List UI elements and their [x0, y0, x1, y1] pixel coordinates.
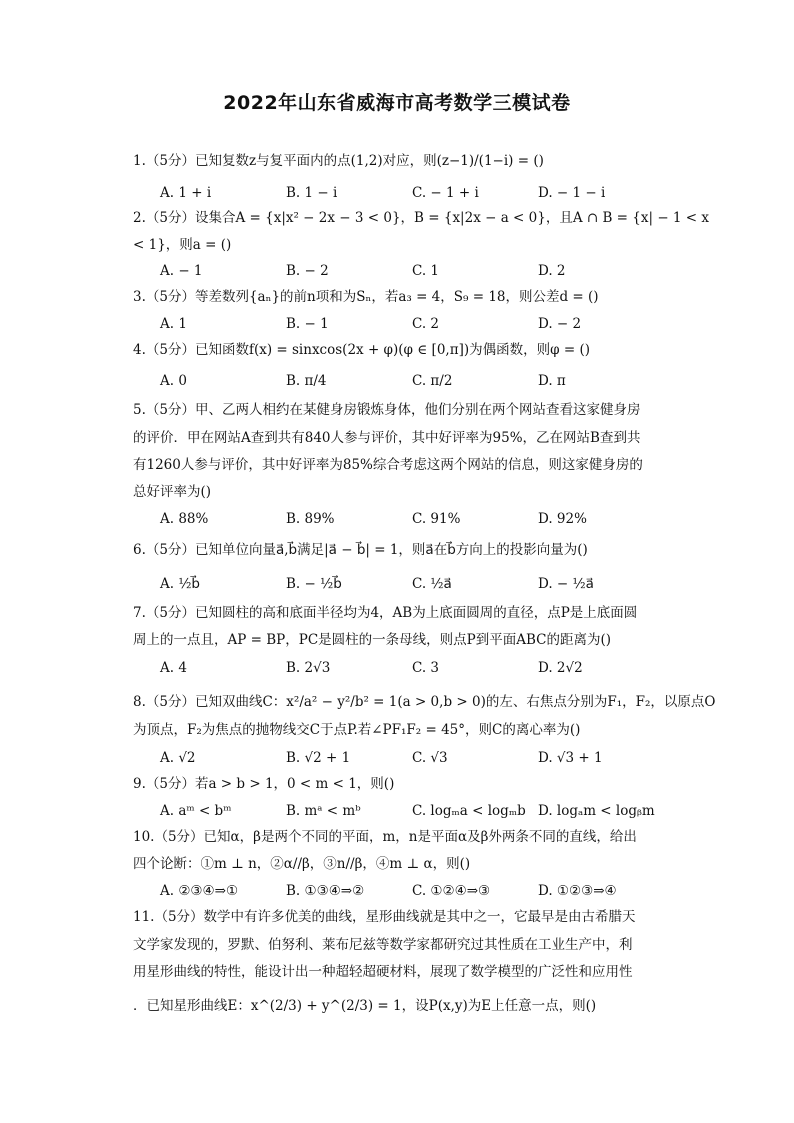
question-6-option-d: D. − ½a⃗: [538, 576, 594, 592]
question-8-option-d: D. √3 + 1: [538, 750, 603, 766]
question-1-option-a: A. 1 + i: [160, 185, 212, 201]
question-8-option-a: A. √2: [160, 750, 196, 766]
question-10-line-1: 10.（5分）已知α，β是两个不同的平面，m，n是平面α及β外两条不同的直线，给出: [133, 829, 637, 845]
question-7-option-c: C. 3: [412, 660, 440, 676]
question-6-option-c: C. ½a⃗: [412, 576, 452, 592]
page-title: 2022年山东省威海市高考数学三模试卷: [223, 92, 571, 114]
question-5-line-1: 5.（5分）甲、乙两人相约在某健身房锻炼身体，他们分别在两个网站查看这家健身房: [133, 402, 641, 418]
question-11-line-1: 11.（5分）数学中有许多优美的曲线，星形曲线就是其中之一，它最早是由古希腊天: [133, 909, 636, 925]
question-8-line-1: 8.（5分）已知双曲线C：x²/a² − y²/b² = 1(a > 0,b > 0)的左、右焦点分别为F₁，F₂，以原点O: [133, 694, 716, 710]
question-9-line-1: 9.（5分）若a > b > 1，0 < m < 1，则(): [133, 776, 395, 792]
question-3-line-1: 3.（5分）等差数列{aₙ}的前n项和为Sₙ，若a₃ = 4，S₉ = 18，则公差d = (): [133, 289, 599, 305]
question-7-option-d: D. 2√2: [538, 660, 583, 676]
question-4-option-a: A. 0: [160, 373, 187, 389]
question-4-line-1: 4.（5分）已知函数f(x) = sinxcos(2x + φ)(φ ∈ [0,π])为偶函数，则φ = (): [133, 342, 590, 358]
question-4-option-b: B. π/4: [286, 373, 327, 389]
question-10-option-b: B. ①③④⇒②: [286, 883, 365, 899]
question-2-option-d: D. 2: [538, 263, 566, 279]
question-5-line-3: 有1260人参与评价，其中好评率为85%综合考虑这两个网站的信息，则这家健身房的: [133, 457, 643, 473]
question-5-option-d: D. 92%: [538, 511, 587, 527]
question-5-option-a: A. 88%: [160, 511, 209, 527]
question-7-option-b: B. 2√3: [286, 660, 331, 676]
question-3-option-c: C. 2: [412, 316, 440, 332]
question-8-option-b: B. √2 + 1: [286, 750, 351, 766]
question-8-line-2: 为顶点，F₂为焦点的抛物线交C于点P.若∠PF₁F₂ = 45°，则C的离心率为(): [133, 722, 581, 738]
question-3-option-d: D. − 2: [538, 316, 582, 332]
question-8-option-c: C. √3: [412, 750, 448, 766]
question-5-line-2: 的评价．甲在网站A查到共有840人参与评价，其中好评率为95%，乙在网站B查到共: [133, 430, 641, 446]
question-10-option-d: D. ①②③⇒④: [538, 883, 617, 899]
question-11-line-4: ．已知星形曲线E：x^(2/3) + y^(2/3) = 1，设P(x,y)为E上任意一点，则(): [133, 998, 597, 1014]
question-9-option-b: B. mᵃ < mᵇ: [286, 803, 361, 819]
question-9-option-a: A. aᵐ < bᵐ: [160, 803, 232, 819]
question-7-option-a: A. 4: [160, 660, 187, 676]
question-9-option-c: C. logₘa < logₘb: [412, 803, 526, 819]
question-2-option-b: B. − 2: [286, 263, 329, 279]
question-10-option-c: C. ①②④⇒③: [412, 883, 491, 899]
question-4-option-d: D. π: [538, 373, 566, 389]
question-7-line-2: 周上的一点且，AP = BP，PC是圆柱的一条母线，则点P到平面ABC的距离为(): [133, 632, 612, 648]
question-2-option-a: A. − 1: [160, 263, 203, 279]
question-10-option-a: A. ②③④⇒①: [160, 883, 239, 899]
question-1-option-d: D. − 1 − i: [538, 185, 606, 201]
question-6-option-b: B. − ½b⃗: [286, 576, 342, 592]
question-11-line-2: 文学家发现的，罗默、伯努利、莱布尼兹等数学家都研究过其性质在工业生产中，利: [133, 937, 633, 953]
question-9-option-d: D. logₐm < logᵦm: [538, 803, 655, 819]
question-4-option-c: C. π/2: [412, 373, 453, 389]
question-1-option-b: B. 1 − i: [286, 185, 338, 201]
question-6-line-1: 6.（5分）已知单位向量a⃗,b⃗满足|a⃗ − b⃗| = 1，则a⃗在b⃗方向上的投影向量为(): [133, 542, 588, 558]
question-2-line-2: < 1}，则a = (): [133, 237, 232, 253]
question-1-line-1: 1.（5分）已知复数z与复平面内的点(1,2)对应，则(z−1)/(1−i) = (): [133, 153, 544, 169]
question-5-line-4: 总好评率为(): [133, 484, 212, 500]
question-11-line-3: 用星形曲线的特性，能设计出一种超轻超硬材料，展现了数学模型的广泛性和应用性: [133, 964, 633, 980]
question-3-option-b: B. − 1: [286, 316, 329, 332]
question-3-option-a: A. 1: [160, 316, 187, 332]
question-2-line-1: 2.（5分）设集合A = {x|x² − 2x − 3 < 0}，B = {x|2x − a < 0}，且A ∩ B = {x| − 1 < x: [133, 210, 710, 226]
question-2-option-c: C. 1: [412, 263, 440, 279]
question-6-option-a: A. ½b⃗: [160, 576, 200, 592]
question-1-option-c: C. − 1 + i: [412, 185, 479, 201]
question-5-option-b: B. 89%: [286, 511, 335, 527]
question-5-option-c: C. 91%: [412, 511, 461, 527]
question-10-line-2: 四个论断：①m ⊥ n，②α//β，③n//β，④m ⊥ α，则(): [133, 856, 471, 872]
question-7-line-1: 7.（5分）已知圆柱的高和底面半径均为4，AB为上底面圆周的直径，点P是上底面圆: [133, 605, 638, 621]
